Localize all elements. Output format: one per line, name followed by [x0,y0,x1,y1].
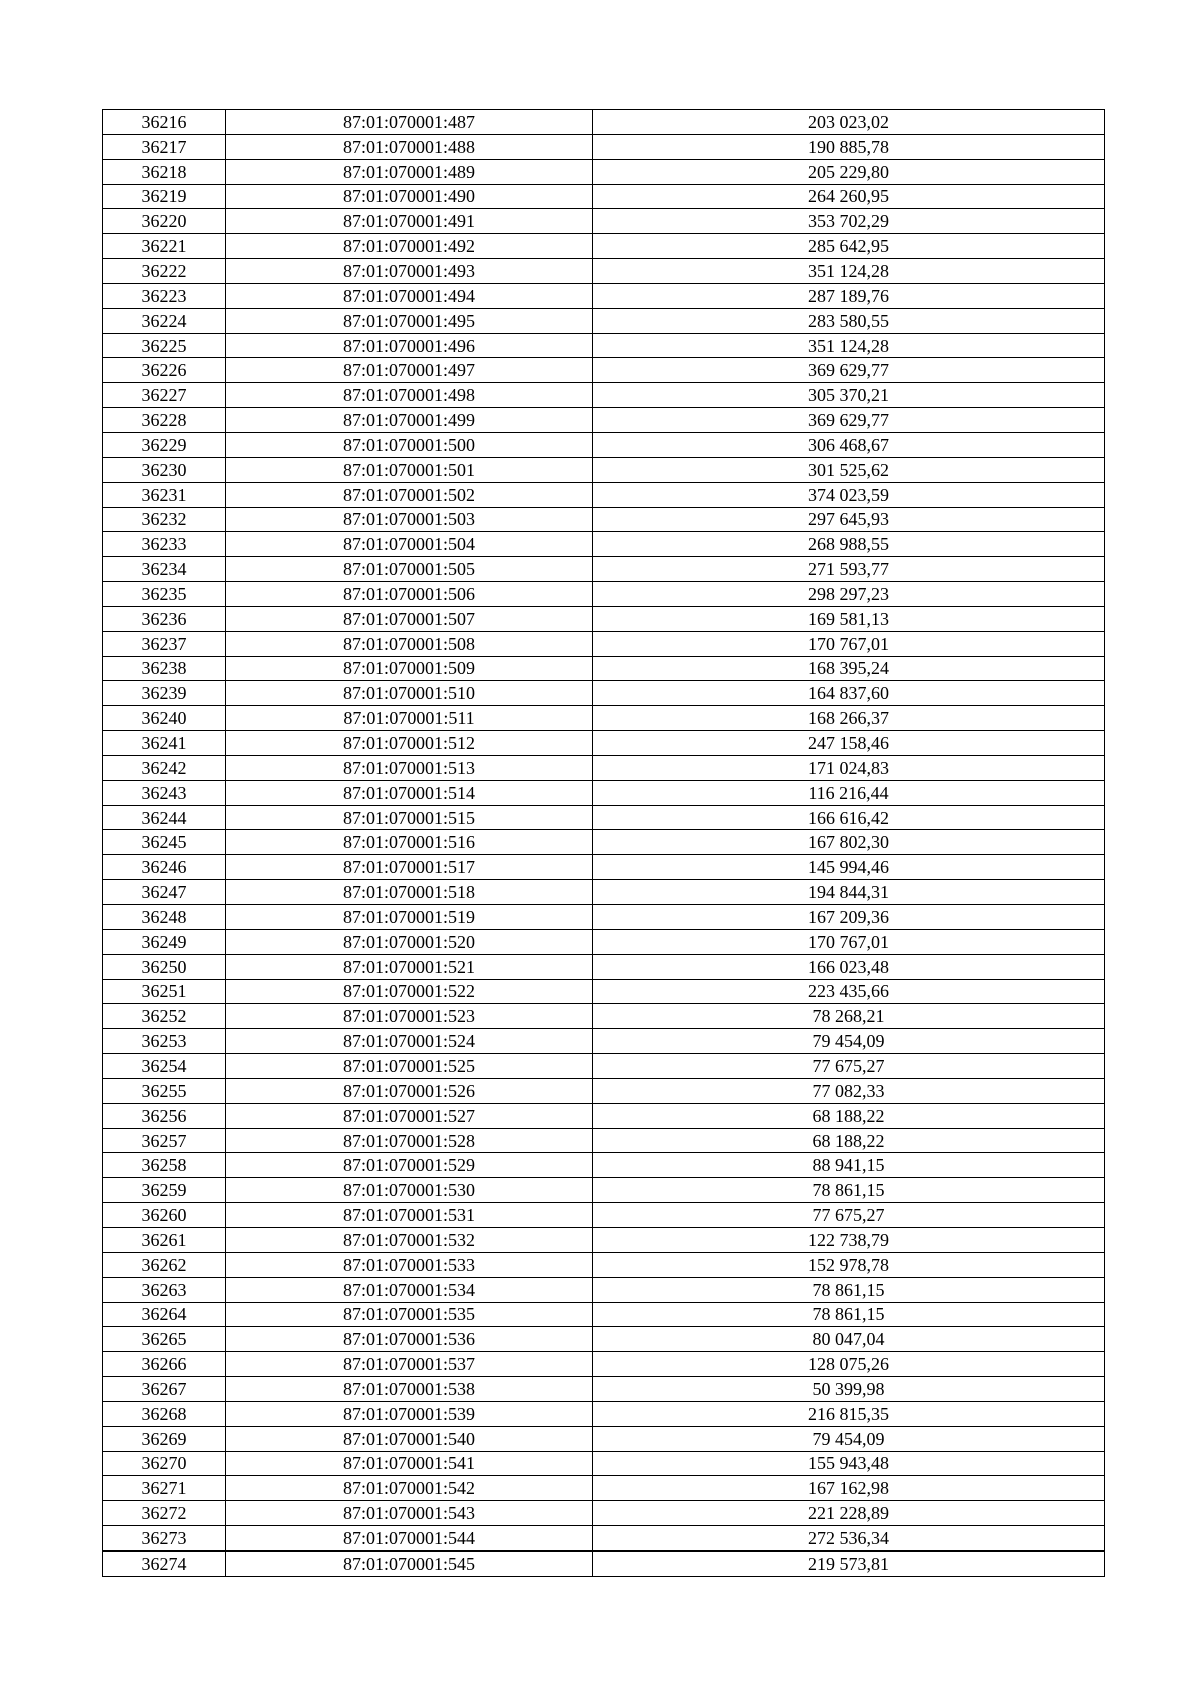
table-row [103,631,1105,656]
cadastral-number-cell: 87:01:070001:533 [226,1252,593,1277]
value-cell: 297 645,93 [593,507,1105,532]
table-row [103,755,1105,780]
cadastral-number-cell: 87:01:070001:525 [226,1054,593,1079]
value-cell: 122 738,79 [593,1227,1105,1252]
cadastral-number-cell: 87:01:070001:522 [226,979,593,1004]
row-number-cell: 36248 [103,905,226,930]
cadastral-number-cell: 87:01:070001:490 [226,184,593,209]
value-cell: 169 581,13 [593,606,1105,631]
row-number-cell: 36264 [103,1302,226,1327]
cadastral-number-cell: 87:01:070001:488 [226,134,593,159]
cadastral-number-cell: 87:01:070001:537 [226,1352,593,1377]
cadastral-number-cell: 87:01:070001:499 [226,408,593,433]
cadastral-number-cell: 87:01:070001:517 [226,855,593,880]
value-cell: 79 454,09 [593,1426,1105,1451]
value-cell: 283 580,55 [593,308,1105,333]
value-cell: 167 162,98 [593,1476,1105,1501]
table-row [103,1501,1105,1526]
value-cell: 78 861,15 [593,1302,1105,1327]
value-cell: 223 435,66 [593,979,1105,1004]
value-cell: 88 941,15 [593,1153,1105,1178]
value-cell: 50 399,98 [593,1377,1105,1402]
row-number-cell: 36263 [103,1277,226,1302]
value-cell: 203 023,02 [593,110,1105,135]
row-number-cell: 36268 [103,1401,226,1426]
value-cell: 264 260,95 [593,184,1105,209]
table-row [103,606,1105,631]
value-cell: 168 266,37 [593,706,1105,731]
cadastral-number-cell: 87:01:070001:539 [226,1401,593,1426]
row-number-cell: 36251 [103,979,226,1004]
cadastral-number-cell: 87:01:070001:545 [226,1551,593,1576]
cadastral-number-cell: 87:01:070001:520 [226,929,593,954]
table-row [103,1178,1105,1203]
value-cell: 272 536,34 [593,1526,1105,1551]
table-row [103,482,1105,507]
table-body [103,110,1105,1577]
row-number-cell: 36235 [103,582,226,607]
value-cell: 80 047,04 [593,1327,1105,1352]
value-cell: 155 943,48 [593,1451,1105,1476]
row-number-cell: 36260 [103,1203,226,1228]
cadastral-number-cell: 87:01:070001:531 [226,1203,593,1228]
row-number-cell: 36255 [103,1078,226,1103]
table-row [103,1029,1105,1054]
cadastral-number-cell: 87:01:070001:515 [226,805,593,830]
value-cell: 167 209,36 [593,905,1105,930]
value-cell: 298 297,23 [593,582,1105,607]
row-number-cell: 36272 [103,1501,226,1526]
row-number-cell: 36247 [103,880,226,905]
row-number-cell: 36243 [103,780,226,805]
cadastral-number-cell: 87:01:070001:491 [226,209,593,234]
table-row [103,333,1105,358]
table-row [103,1252,1105,1277]
table-row [103,1526,1105,1551]
table-row [103,1128,1105,1153]
cadastral-number-cell: 87:01:070001:526 [226,1078,593,1103]
table-row [103,408,1105,433]
cadastral-number-cell: 87:01:070001:518 [226,880,593,905]
value-cell: 78 861,15 [593,1277,1105,1302]
table-row [103,532,1105,557]
table-row [103,110,1105,135]
cadastral-number-cell: 87:01:070001:536 [226,1327,593,1352]
cadastral-number-cell: 87:01:070001:527 [226,1103,593,1128]
value-cell: 128 075,26 [593,1352,1105,1377]
value-cell: 68 188,22 [593,1128,1105,1153]
table-row [103,1054,1105,1079]
row-number-cell: 36240 [103,706,226,731]
value-cell: 287 189,76 [593,283,1105,308]
row-number-cell: 36266 [103,1352,226,1377]
value-cell: 190 885,78 [593,134,1105,159]
row-number-cell: 36236 [103,606,226,631]
cadastral-value-table [102,109,1105,1577]
table-row [103,582,1105,607]
row-number-cell: 36239 [103,681,226,706]
value-cell: 167 802,30 [593,830,1105,855]
value-cell: 369 629,77 [593,408,1105,433]
value-cell: 68 188,22 [593,1103,1105,1128]
row-number-cell: 36218 [103,159,226,184]
table-row [103,1401,1105,1426]
value-cell: 271 593,77 [593,557,1105,582]
value-cell: 116 216,44 [593,780,1105,805]
row-number-cell: 36253 [103,1029,226,1054]
row-number-cell: 36246 [103,855,226,880]
row-number-cell: 36227 [103,383,226,408]
table-row [103,283,1105,308]
table-row [103,134,1105,159]
cadastral-number-cell: 87:01:070001:513 [226,755,593,780]
cadastral-number-cell: 87:01:070001:507 [226,606,593,631]
row-number-cell: 36237 [103,631,226,656]
cadastral-number-cell: 87:01:070001:542 [226,1476,593,1501]
cadastral-number-cell: 87:01:070001:489 [226,159,593,184]
row-number-cell: 36258 [103,1153,226,1178]
row-number-cell: 36262 [103,1252,226,1277]
table-row [103,507,1105,532]
row-number-cell: 36230 [103,457,226,482]
row-number-cell: 36219 [103,184,226,209]
table-row [103,1103,1105,1128]
cadastral-number-cell: 87:01:070001:496 [226,333,593,358]
row-number-cell: 36231 [103,482,226,507]
table-row [103,159,1105,184]
row-number-cell: 36245 [103,830,226,855]
row-number-cell: 36274 [103,1551,226,1576]
row-number-cell: 36217 [103,134,226,159]
cadastral-number-cell: 87:01:070001:534 [226,1277,593,1302]
value-cell: 164 837,60 [593,681,1105,706]
cadastral-number-cell: 87:01:070001:510 [226,681,593,706]
value-cell: 77 675,27 [593,1054,1105,1079]
value-cell: 194 844,31 [593,880,1105,905]
cadastral-number-cell: 87:01:070001:487 [226,110,593,135]
row-number-cell: 36229 [103,432,226,457]
table-row [103,383,1105,408]
table-row [103,457,1105,482]
value-cell: 353 702,29 [593,209,1105,234]
value-cell: 285 642,95 [593,234,1105,259]
value-cell: 374 023,59 [593,482,1105,507]
cadastral-number-cell: 87:01:070001:516 [226,830,593,855]
table-row [103,1302,1105,1327]
table-row [103,1551,1105,1576]
row-number-cell: 36232 [103,507,226,532]
cadastral-number-cell: 87:01:070001:535 [226,1302,593,1327]
cadastral-number-cell: 87:01:070001:498 [226,383,593,408]
cadastral-number-cell: 87:01:070001:508 [226,631,593,656]
table-row [103,259,1105,284]
table-row [103,979,1105,1004]
table-row [103,308,1105,333]
cadastral-number-cell: 87:01:070001:544 [226,1526,593,1551]
cadastral-number-cell: 87:01:070001:495 [226,308,593,333]
table-row [103,432,1105,457]
cadastral-number-cell: 87:01:070001:543 [226,1501,593,1526]
row-number-cell: 36267 [103,1377,226,1402]
row-number-cell: 36256 [103,1103,226,1128]
row-number-cell: 36249 [103,929,226,954]
row-number-cell: 36257 [103,1128,226,1153]
value-cell: 152 978,78 [593,1252,1105,1277]
value-cell: 301 525,62 [593,457,1105,482]
table-row [103,681,1105,706]
cadastral-number-cell: 87:01:070001:538 [226,1377,593,1402]
row-number-cell: 36241 [103,731,226,756]
value-cell: 78 861,15 [593,1178,1105,1203]
row-number-cell: 36233 [103,532,226,557]
cadastral-number-cell: 87:01:070001:532 [226,1227,593,1252]
table-row [103,905,1105,930]
value-cell: 351 124,28 [593,259,1105,284]
table-row [103,1377,1105,1402]
cadastral-number-cell: 87:01:070001:512 [226,731,593,756]
cadastral-number-cell: 87:01:070001:494 [226,283,593,308]
row-number-cell: 36223 [103,283,226,308]
table-row [103,1451,1105,1476]
row-number-cell: 36254 [103,1054,226,1079]
cadastral-number-cell: 87:01:070001:519 [226,905,593,930]
table-row [103,929,1105,954]
table-row [103,557,1105,582]
row-number-cell: 36270 [103,1451,226,1476]
table-row [103,234,1105,259]
row-number-cell: 36261 [103,1227,226,1252]
value-cell: 166 023,48 [593,954,1105,979]
cadastral-number-cell: 87:01:070001:524 [226,1029,593,1054]
value-cell: 77 082,33 [593,1078,1105,1103]
value-cell: 171 024,83 [593,755,1105,780]
row-number-cell: 36228 [103,408,226,433]
table-row [103,706,1105,731]
cadastral-number-cell: 87:01:070001:529 [226,1153,593,1178]
value-cell: 305 370,21 [593,383,1105,408]
value-cell: 268 988,55 [593,532,1105,557]
value-cell: 79 454,09 [593,1029,1105,1054]
cadastral-number-cell: 87:01:070001:514 [226,780,593,805]
table-row [103,830,1105,855]
cadastral-number-cell: 87:01:070001:509 [226,656,593,681]
row-number-cell: 36265 [103,1327,226,1352]
cadastral-number-cell: 87:01:070001:500 [226,432,593,457]
cadastral-number-cell: 87:01:070001:511 [226,706,593,731]
table-row [103,1153,1105,1178]
value-cell: 145 994,46 [593,855,1105,880]
table-row [103,1078,1105,1103]
value-cell: 351 124,28 [593,333,1105,358]
value-cell: 166 616,42 [593,805,1105,830]
row-number-cell: 36273 [103,1526,226,1551]
value-cell: 306 468,67 [593,432,1105,457]
row-number-cell: 36271 [103,1476,226,1501]
table-row [103,954,1105,979]
row-number-cell: 36234 [103,557,226,582]
cadastral-number-cell: 87:01:070001:503 [226,507,593,532]
table-row [103,855,1105,880]
row-number-cell: 36224 [103,308,226,333]
value-cell: 219 573,81 [593,1551,1105,1576]
table-row [103,209,1105,234]
row-number-cell: 36269 [103,1426,226,1451]
cadastral-number-cell: 87:01:070001:523 [226,1004,593,1029]
row-number-cell: 36250 [103,954,226,979]
table-row [103,1203,1105,1228]
table-row [103,184,1105,209]
row-number-cell: 36222 [103,259,226,284]
cadastral-number-cell: 87:01:070001:541 [226,1451,593,1476]
cadastral-number-cell: 87:01:070001:504 [226,532,593,557]
cadastral-number-cell: 87:01:070001:530 [226,1178,593,1203]
table-row [103,1352,1105,1377]
table-row [103,1476,1105,1501]
value-cell: 369 629,77 [593,358,1105,383]
table-row [103,1227,1105,1252]
cadastral-number-cell: 87:01:070001:521 [226,954,593,979]
row-number-cell: 36221 [103,234,226,259]
value-cell: 170 767,01 [593,631,1105,656]
row-number-cell: 36252 [103,1004,226,1029]
cadastral-number-cell: 87:01:070001:505 [226,557,593,582]
row-number-cell: 36220 [103,209,226,234]
row-number-cell: 36216 [103,110,226,135]
table-row [103,656,1105,681]
cadastral-number-cell: 87:01:070001:501 [226,457,593,482]
value-cell: 216 815,35 [593,1401,1105,1426]
cadastral-number-cell: 87:01:070001:540 [226,1426,593,1451]
value-cell: 78 268,21 [593,1004,1105,1029]
cadastral-number-cell: 87:01:070001:492 [226,234,593,259]
row-number-cell: 36244 [103,805,226,830]
value-cell: 170 767,01 [593,929,1105,954]
table-row [103,1277,1105,1302]
table-row [103,731,1105,756]
table-row [103,780,1105,805]
cadastral-number-cell: 87:01:070001:506 [226,582,593,607]
row-number-cell: 36238 [103,656,226,681]
value-cell: 221 228,89 [593,1501,1105,1526]
table-row [103,1327,1105,1352]
value-cell: 77 675,27 [593,1203,1105,1228]
row-number-cell: 36242 [103,755,226,780]
cadastral-number-cell: 87:01:070001:493 [226,259,593,284]
cadastral-number-cell: 87:01:070001:528 [226,1128,593,1153]
cadastral-number-cell: 87:01:070001:502 [226,482,593,507]
row-number-cell: 36225 [103,333,226,358]
cadastral-number-cell: 87:01:070001:497 [226,358,593,383]
table-row [103,1004,1105,1029]
value-cell: 168 395,24 [593,656,1105,681]
table-row [103,358,1105,383]
value-cell: 205 229,80 [593,159,1105,184]
table-row [103,1426,1105,1451]
row-number-cell: 36226 [103,358,226,383]
table-row [103,805,1105,830]
table-row [103,880,1105,905]
value-cell: 247 158,46 [593,731,1105,756]
row-number-cell: 36259 [103,1178,226,1203]
